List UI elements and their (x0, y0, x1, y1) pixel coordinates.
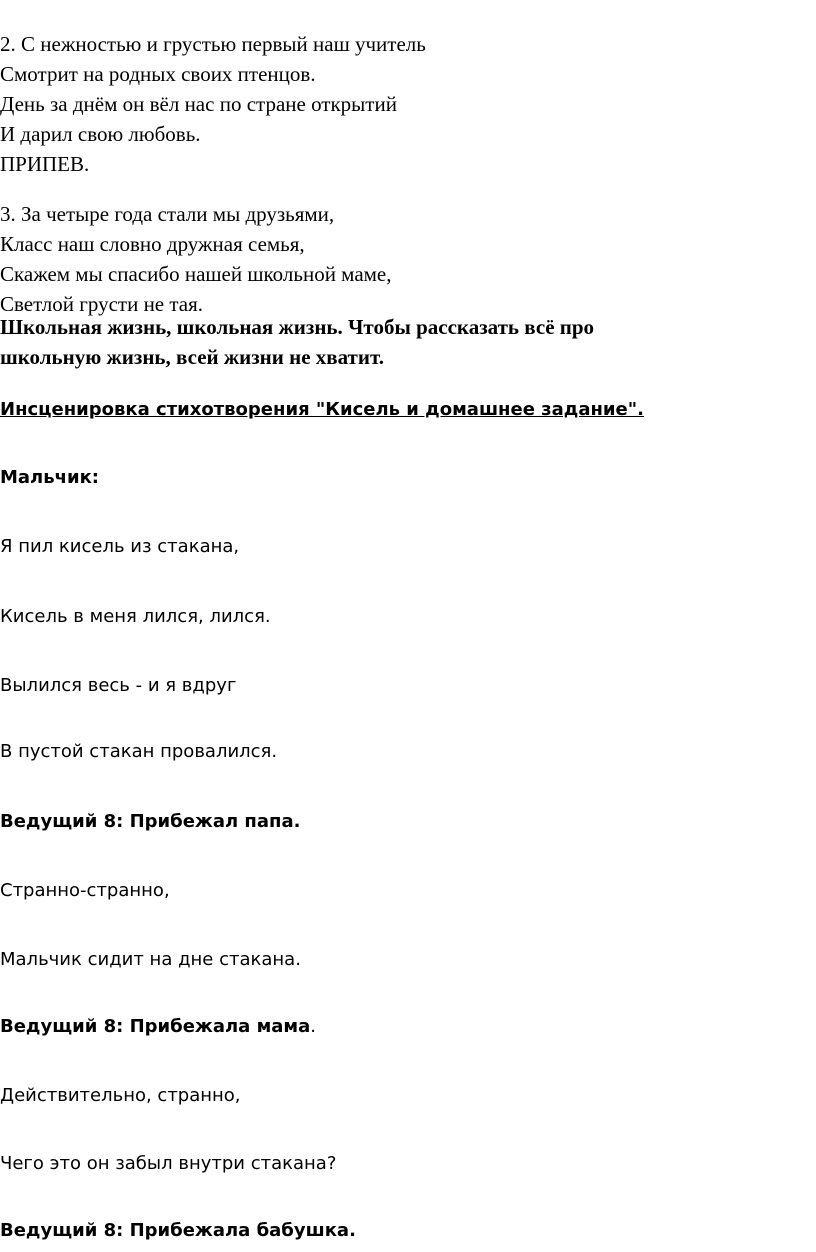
chorus-marker: ПРИПЕВ. (0, 152, 90, 176)
dad-line-1: Странно-странно, (0, 880, 170, 901)
boy-line-1: Я пил кисель из стакана, (0, 536, 240, 557)
boy-label: Мальчик: (0, 467, 100, 488)
host-dad-line: Ведущий 8: Прибежал папа. (0, 811, 301, 832)
verse-2-line-3: День за днём он вёл нас по стране открытий (0, 92, 397, 116)
boy-line-4: В пустой стакан провалился. (0, 741, 278, 762)
host-mom-text: Ведущий 8: Прибежала мама (0, 1016, 311, 1037)
mom-line-2: Чего это он забыл внутри стакана? (0, 1153, 337, 1174)
boy-line-2: Кисель в меня лился, лился. (0, 606, 271, 627)
verse-3-line-3: Скажем мы спасибо нашей школьной маме, (0, 262, 392, 286)
quote-line-2: школьную жизнь, всей жизни не хватит. (0, 345, 384, 369)
verse-3-line-4: Светлой грусти не тая. (0, 292, 204, 316)
quote-line-1: Школьная жизнь, школьная жизнь. Чтобы рассказать всё про (0, 315, 595, 339)
verse-2-line-1: 2. С нежностью и грустью первый наш учитель (0, 32, 426, 56)
verse-2-line-2: Смотрит на родных своих птенцов. (0, 62, 316, 86)
verse-2-line-4: И дарил свою любовь. (0, 122, 201, 146)
verse-3-line-1: 3. За четыре года стали мы друзьями, (0, 202, 335, 226)
skit-title: Инсценировка стихотворения "Кисель и домашнее задание". (0, 399, 644, 420)
verse-3-line-2: Класс наш словно дружная семья, (0, 232, 305, 256)
verse-2 (0, 29, 426, 179)
host-mom-line (0, 1015, 316, 1039)
mom-line-1: Действительно, странно, (0, 1085, 241, 1106)
verse-3 (0, 199, 392, 319)
boy-line-3: Вылился весь - и я вдруг (0, 675, 237, 696)
host-grandma-line: Ведущий 8: Прибежала бабушка. (0, 1220, 356, 1241)
dad-line-2: Мальчик сидит на дне стакана. (0, 949, 301, 970)
host-mom-period: . (310, 1016, 317, 1037)
school-life-quote (0, 312, 594, 372)
